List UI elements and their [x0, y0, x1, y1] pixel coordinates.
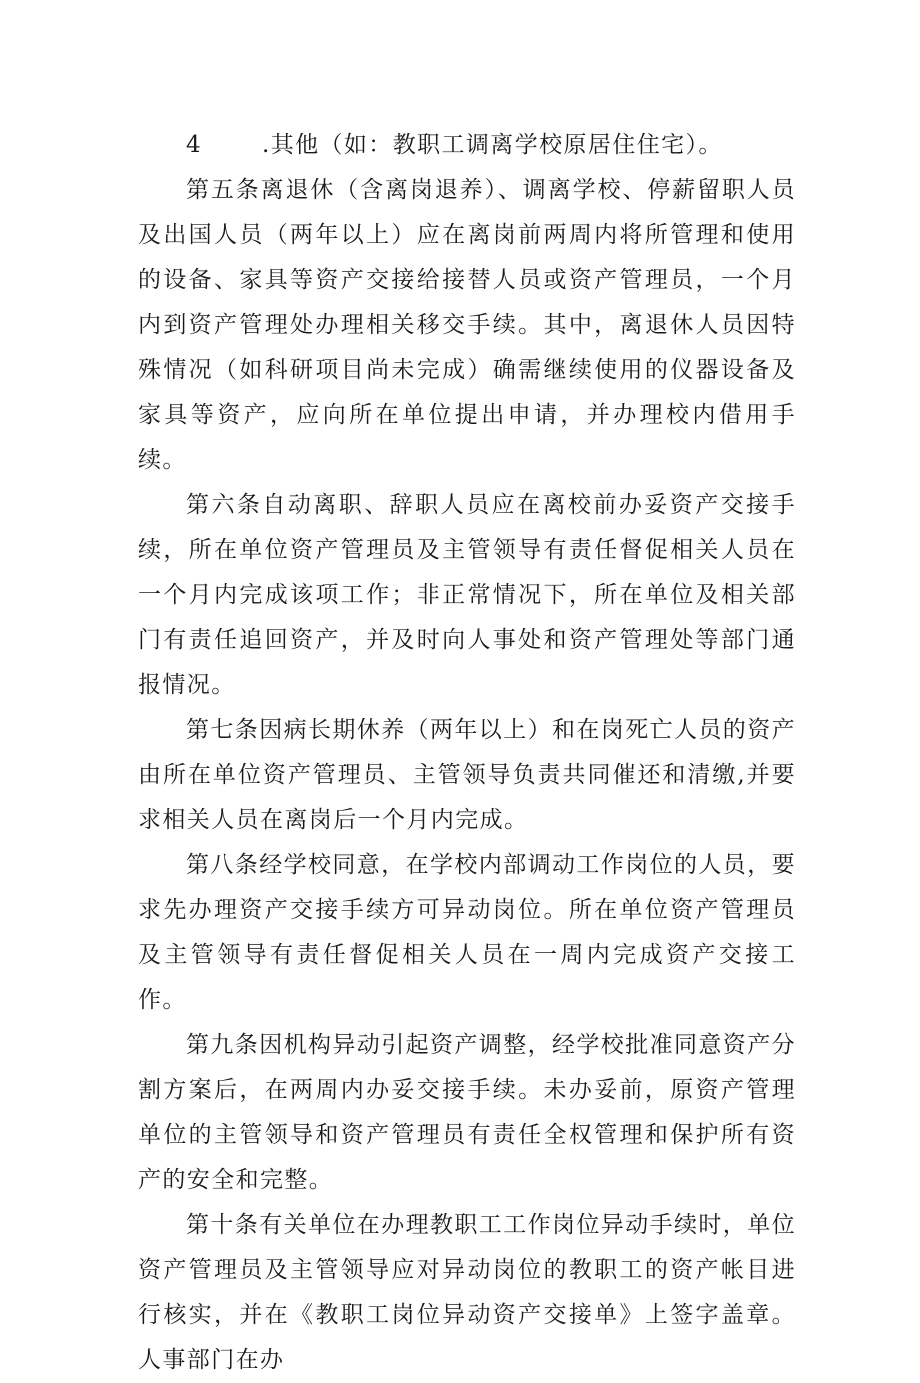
list-item-text: .其他（如：教职工调离学校原居住住宅）。: [262, 132, 723, 158]
list-item-number: 4: [186, 132, 203, 158]
article-9-paragraph: 第九条因机构异动引起资产调整，经学校批准同意资产分割方案后，在两周内办妥交接手续。未办妥前，原资产管理单位的主管领导和资产管理员有责任全权管理和保护所有资产的安全和完整。: [138, 1032, 796, 1193]
article-6-paragraph: 第六条自动离职、辞职人员应在离校前办妥资产交接手续，所在单位资产管理员及主管领导有责任督促相关人员在一个月内完成该项工作；非正常情况下，所在单位及相关部门有责任追回资产，并及时向人事处和资产管理处等部门通报情况。: [138, 492, 796, 698]
list-item-4: [138, 123, 796, 168]
article-5-paragraph: 第五条离退休（含离岗退养）、调离学校、停薪留职人员及出国人员（两年以上）应在离岗前两周内将所管理和使用的设备、家具等资产交接给接替人员或资产管理员，一个月内到资产管理处办理相关移交手续。其中，离退休人员因特殊情况（如科研项目尚未完成）确需继续使用的仪器设备及家具等资产，应向所在单位提出申请，并办理校内借用手续。: [138, 177, 796, 473]
article-8-paragraph: 第八条经学校同意，在学校内部调动工作岗位的人员，要求先办理资产交接手续方可异动岗位。所在单位资产管理员及主管领导有责任督促相关人员在一周内完成资产交接工作。: [138, 852, 796, 1013]
article-7-paragraph: 第七条因病长期休养（两年以上）和在岗死亡人员的资产由所在单位资产管理员、主管领导负责共同催还和清缴,并要求相关人员在离岗后一个月内完成。: [138, 717, 796, 833]
document-body: [138, 123, 796, 1383]
article-10-paragraph: 第十条有关单位在办理教职工工作岗位异动手续时，单位资产管理员及主管领导应对异动岗位的教职工的资产帐目进行核实，并在《教职工岗位异动资产交接单》上签字盖章。人事部门在办: [138, 1212, 796, 1373]
